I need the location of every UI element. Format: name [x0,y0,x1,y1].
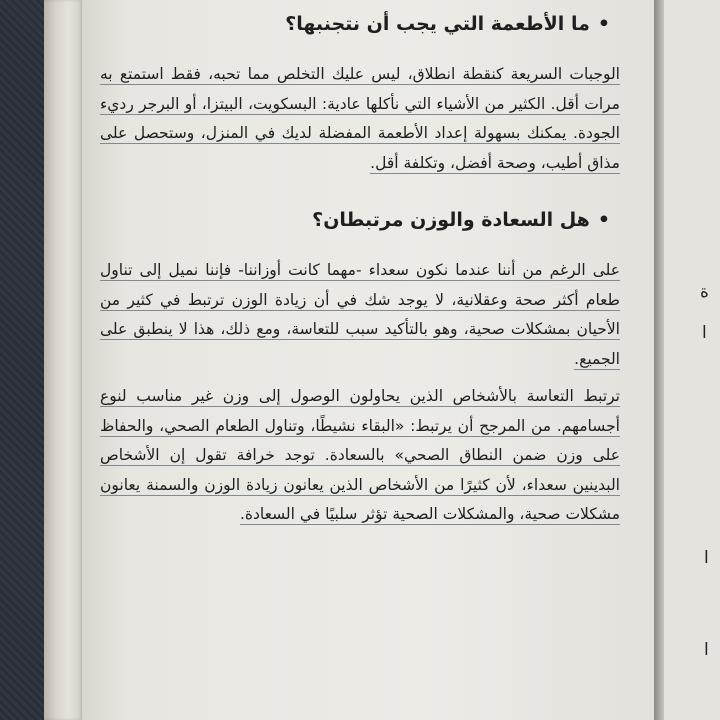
facing-page-text-fragment: ة [700,282,709,302]
section-heading [100,204,620,236]
section-gap [100,186,620,204]
facing-page-edge [664,0,720,720]
bullet: • [597,13,610,35]
page-content [100,8,620,538]
facing-page-text-fragment: ا [704,548,709,568]
paragraph [100,256,620,374]
paragraph-text: الوجبات السريعة كنقطة انطلاق، ليس عليك التخلص مما تحبه، فقط استمتع به مرات أقل. الكثير من الأشياء التي نأكلها عادية: البسكويت، البيتزا، أو البرجر رديء الجودة. يمكنك بسهولة إعداد الأطعمة المفضلة لديك في المنزل، وستحصل على مذاق أطيب، وصحة أفضل، وتكلفة أقل. [100,65,620,172]
section-heading-text: هل السعادة والوزن مرتبطان؟ [312,209,590,231]
paragraph [100,382,620,530]
paragraph [100,60,620,178]
facing-page-text-fragment: ا [704,640,709,660]
paragraph-text: على الرغم من أننا عندما نكون سعداء -مهما كانت أوزاننا- فإننا نميل إلى تناول طعام أكثر صحة وعقلانية، لا يوجد شك في أن زيادة الوزن ترتبط في كثير من الأحيان بمشكلات صحية، وهو بالتأكيد سبب للتعاسة، ومع ذلك، هذا لا ينطبق على الجميع. [100,261,620,368]
section-heading [100,8,620,40]
section-heading-text: ما الأطعمة التي يجب أن نتجنبها؟ [285,13,590,35]
bullet: • [597,209,610,231]
book-gutter [654,0,664,720]
paragraph-text: ترتبط التعاسة بالأشخاص الذين يحاولون الوصول إلى وزن غير مناسب لنوع أجسامهم. من المرجح أن يرتبط: «البقاء نشيطًا، وتناول الطعام الصحي، والحفاظ على وزن ضمن النطاق الصحي» بالسعادة. توجد خرافة تقول إن الأشخاص البدينين سعداء، لأن كثيرًا من الأشخاص الذين يعانون زيادة الوزن والسمنة يعانون مشكلات صحية، والمشكلات الصحية تؤثر سلبيًا في السعادة. [100,387,620,523]
facing-page-text-fragment: ا [702,323,707,343]
page-edges [44,0,84,720]
